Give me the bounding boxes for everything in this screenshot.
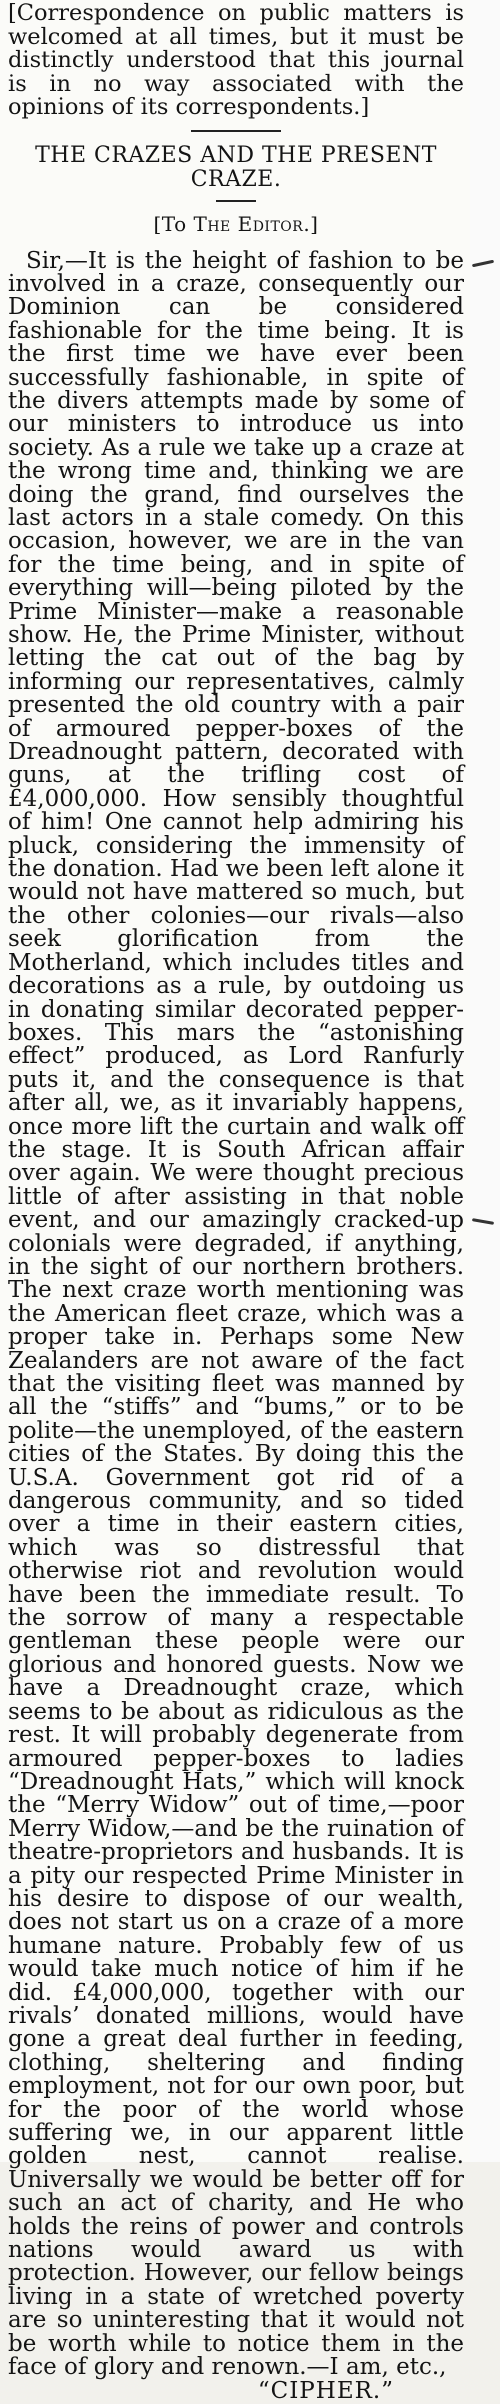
to-editor-label: The Editor bbox=[193, 211, 304, 236]
separator-rule bbox=[191, 130, 281, 132]
to-editor-close: .] bbox=[303, 211, 319, 236]
signature: “CIPHER.” bbox=[257, 2378, 394, 2404]
editorial-note: [Correspondence on public matters is welcomed at all times, but it must be distinctly understood that this journal is in no way associated with the opinions of its correspondents.] bbox=[8, 0, 464, 120]
to-the-editor-line bbox=[8, 212, 464, 236]
headline-rule bbox=[216, 200, 256, 202]
to-editor-open: [To bbox=[153, 211, 194, 236]
headline: THE CRAZES AND THE PRESENT CRAZE. bbox=[35, 142, 437, 192]
letter-body: Sir,—It is the height of fashion to be involved in a craze, consequently our Dominion can be considered fashionable for the time being. It is the first time we have ever been successfully fashionable, in spite of the divers attempts made by some of our ministers to introduce us into society. As a rule we take up a craze at the wrong time and, thinking we are doing the grand, find ourselves the last actors in a stale comedy. On this occasion, however, we are in the van for the time being, and in spite of everything will—being piloted by the Prime Minister—make a reasonable show. He, the Prime Minister, without letting the cat out of the bag by informing our representatives, calmly presented the old country with a pair of armoured pepper-boxes of the Dreadnought pattern, decorated with guns, at the trifling cost of £4,000,000. How sensibly thoughtful of him! One cannot help admiring his pluck, considering the immensity of the donation. Had we been left alone it would not have mattered so much, but the other colonies—our rivals—also seek glorification from the Motherland, which includes titles and decorations as a rule, by outdoing us in donating similar decorated pepper-boxes. This mars the “astonishing effect” produced, as Lord Ranfurly puts it, and the consequence is that after all, we, as it invariably happens, once more lift the curtain and walk off the stage. It is South African affair over again. We were thought precious little of after assisting in that noble event, and our amazingly cracked-up colonials were degraded, if anything, in the sight of our northern brothers. The next craze worth mentioning was the American fleet craze, which was a proper take in. Perhaps some New Zealanders are not aware of the fact that the visiting fleet was manned by all the “stiffs” and “bums,” or to be polite—the unemployed, of the eastern cities of the States. By doing this the U.S.A. Government got rid of a dangerous community, and so tided over a time in their eastern cities, which was so distressful that otherwise riot and revolution would have been the immediate result. To the sorrow of many a respectable gentleman these people were our glorious and honored guests. Now we have a Dreadnought craze, which seems to be about as ridiculous as the rest. It will probably degenerate from armoured pepper-boxes to ladies “Dreadnought Hats,” which will knock the “Merry Widow” out of time,—poor Merry Widow,—and be the ruination of theatre-proprietors and husbands. It is a pity our respected Prime Minister in his desire to dispose of our wealth, does not start us on a craze of a more humane nature. Probably few of us would take much notice of him if he did. £4,000,000, together with our rivals’ donated millions, would have gone a great deal further in feeding, clothing, sheltering and finding employment, not for our own poor, but for the poor of the world whose suffering we, in our apparent little golden nest, cannot realise. Universally we would be better off for such an act of charity, and He who holds the reins of power and controls nations would award us with protection. However, our fellow beings living in a state of wretched poverty are so uninteresting that it would not be worth while to notice them in the face of glory and renown.—I am, etc., bbox=[8, 247, 464, 2381]
right-margin bbox=[470, 0, 500, 2162]
